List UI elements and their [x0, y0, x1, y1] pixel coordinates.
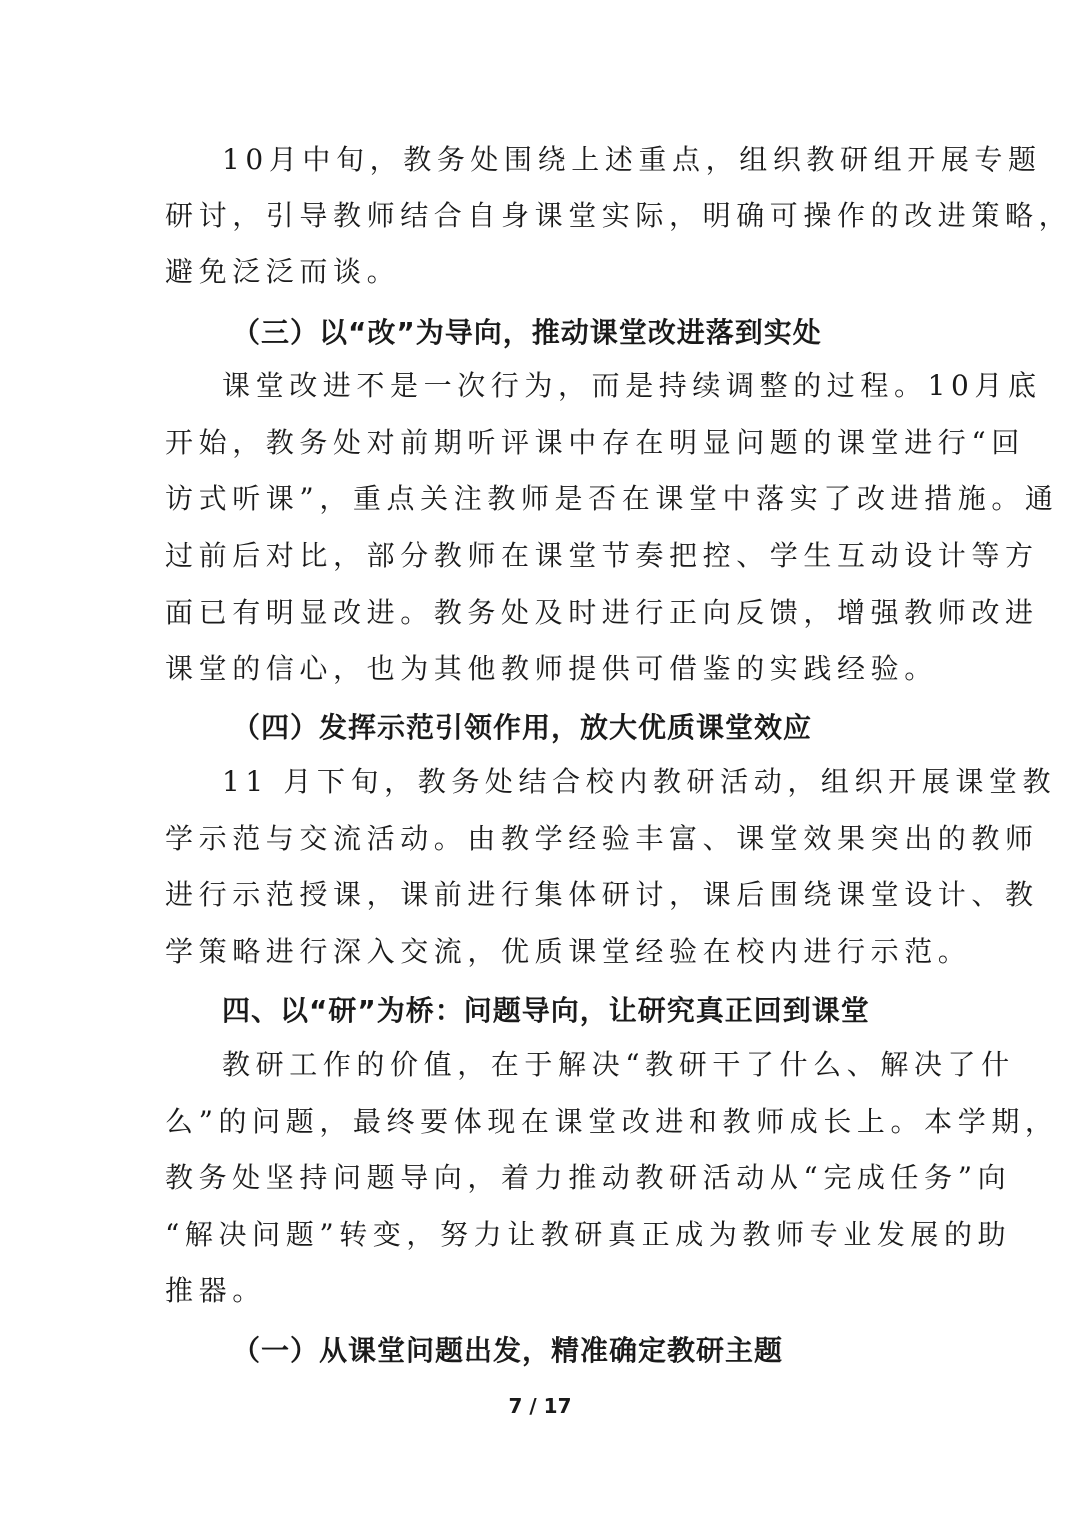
paragraph-line: 面已有明显改进。教务处及时进行正向反馈，增强教师改进 — [165, 596, 1039, 629]
paragraph-line: 学示范与交流活动。由教学经验丰富、课堂效果突出的教师 — [165, 822, 1039, 855]
paragraph-line: 教务处坚持问题导向，着力推动教研活动从“完成任务”向 — [165, 1161, 1012, 1194]
paragraph-line: 么”的问题，最终要体现在课堂改进和教师成长上。本学期， — [165, 1105, 1059, 1138]
paragraph-line: 开始，教务处对前期听评课中存在明显问题的课堂进行“回 — [165, 426, 1025, 459]
paragraph-line: 11 月下旬，教务处结合校内教研活动，组织开展课堂教 — [222, 765, 1057, 798]
paragraph-line: “解决问题”转变，努力让教研真正成为教师专业发展的助 — [165, 1218, 1012, 1251]
section-heading: 四、以“研”为桥：问题导向，让研究真正回到课堂 — [222, 994, 870, 1027]
subsection-heading: （一）从课堂问题出发，精准确定教研主题 — [232, 1334, 784, 1367]
paragraph-line: 过前后对比，部分教师在课堂节奏把控、学生互动设计等方 — [165, 539, 1039, 572]
paragraph-line: 访式听课”，重点关注教师是否在课堂中落实了改进措施。通 — [165, 482, 1059, 515]
paragraph-line: 学策略进行深入交流，优质课堂经验在校内进行示范。 — [165, 935, 972, 968]
paragraph-line: 研讨，引导教师结合自身课堂实际，明确可操作的改进策略， — [165, 199, 1073, 232]
subsection-heading: （三）以“改”为导向，推动课堂改进落到实处 — [232, 316, 822, 349]
paragraph-line: 课堂的信心，也为其他教师提供可借鉴的实践经验。 — [165, 652, 938, 685]
paragraph-line: 教研工作的价值，在于解决“教研干了什么、解决了什 — [222, 1048, 1015, 1081]
page-number: 7 / 17 — [508, 1394, 572, 1418]
paragraph-line: 避免泛泛而谈。 — [165, 255, 401, 288]
paragraph-line: 推器。 — [165, 1274, 266, 1307]
subsection-heading: （四）发挥示范引领作用，放大优质课堂效应 — [232, 711, 813, 744]
paragraph-line: 10月中旬，教务处围绕上述重点，组织教研组开展专题 — [222, 143, 1042, 176]
paragraph-line: 进行示范授课，课前进行集体研讨，课后围绕课堂设计、教 — [165, 878, 1039, 911]
paragraph-line: 课堂改进不是一次行为，而是持续调整的过程。10月底 — [222, 369, 1042, 402]
